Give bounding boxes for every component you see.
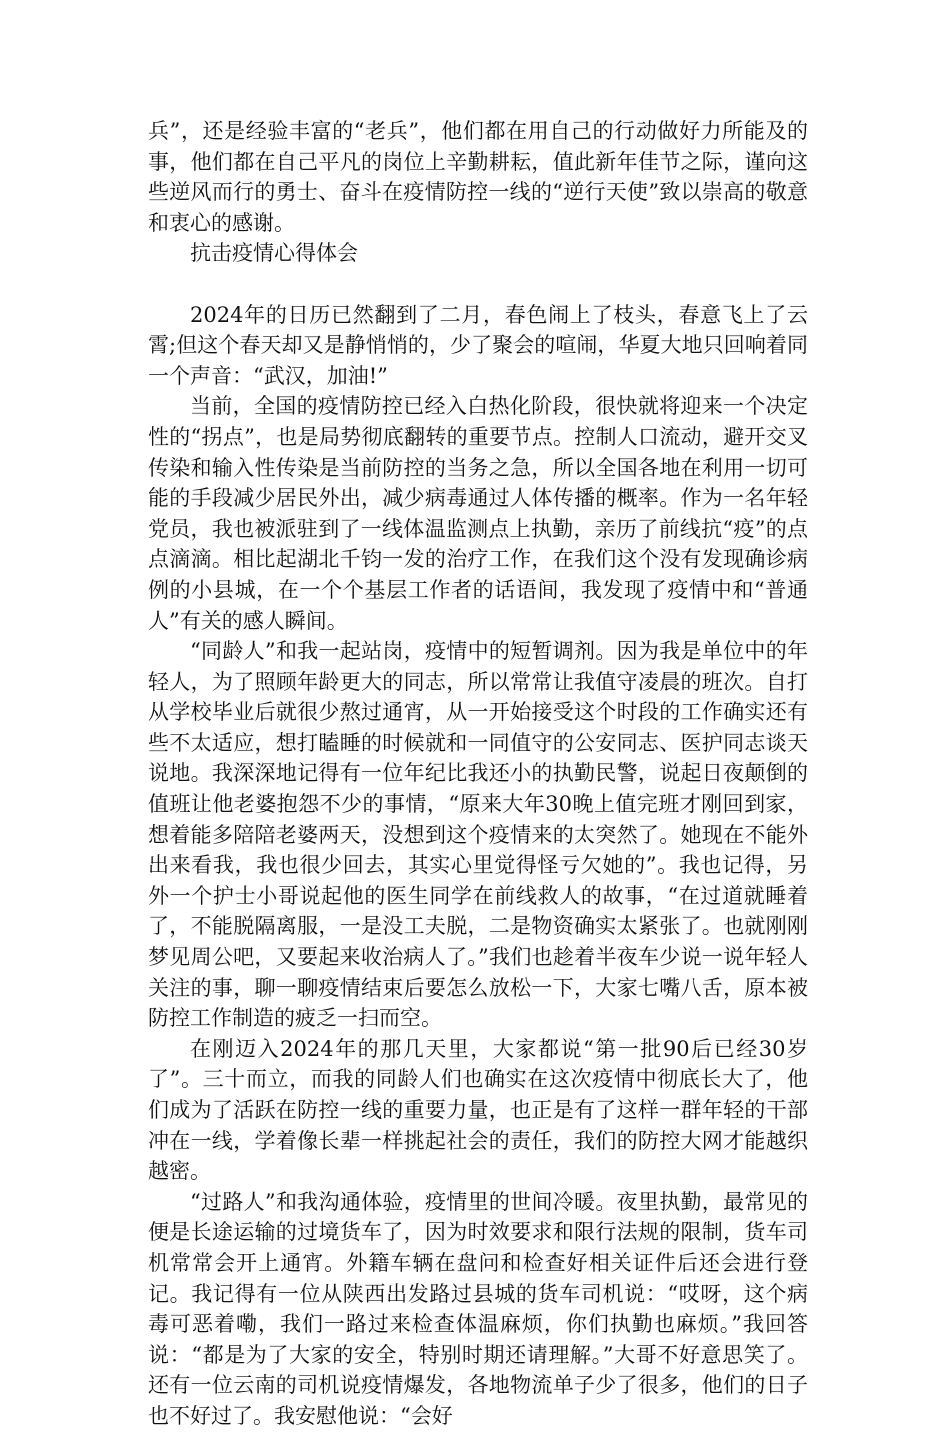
blank-line [148,269,808,300]
body-paragraph: 当前，全国的疫情防控已经入白热化阶段，很快就将迎来一个决定性的“拐点”，也是局势彻底翻转的重要节点。控制人口流动，避开交叉传染和输入性传染是当前防控的当务之急，所以全国各地在利用一切可能的手段减少居民外出，减少病毒通过人体传播的概率。作为一名年轻党员，我也被派驻到了一线体温监测点上执勤，亲历了前线抗“疫”的点点滴滴。相比起湖北千钧一发的治疗工作，在我们这个没有发现确诊病例的小县城，在一个个基层工作者的话语间，我发现了疫情中和“普通人”有关的感人瞬间。 [148,394,808,633]
intro-paragraph: 兵”，还是经验丰富的“老兵”，他们都在用自己的行动做好力所能及的事，他们都在自己平凡的岗位上辛勤耕耘，值此新年佳节之际，谨向这些逆风而行的勇士、奋斗在疫情防控一线的“逆行天使”致以崇高的敬意和衷心的感谢。 [148,119,808,235]
document-body [148,116,808,1432]
body-paragraph: 在刚迈入2024年的那几天里，大家都说“第一批90后已经30岁了”。三十而立，而我的同龄人们也确实在这次疫情中彻底长大了，他们成为了活跃在防控一线的重要力量，也正是有了这样一群年轻的干部冲在一线，学着像长辈一样挑起社会的责任，我们的防控大网才能越织越密。 [148,1036,808,1184]
body-paragraph: 2024年的日历已然翻到了二月，春色闹上了枝头，春意飞上了云霄;但这个春天却又是静悄悄的，少了聚会的喧闹，华夏大地只回响着同一个声音：“武汉，加油!” [148,302,808,388]
body-paragraph: “同龄人”和我一起站岗，疫情中的短暂调剂。因为我是单位中的年轻人，为了照顾年龄更大的同志，所以常常让我值守凌晨的班次。自打从学校毕业后就很少熬过通宵，从一开始接受这个时段的工作确实还有些不太适应，想打瞌睡的时候就和一同值守的公安同志、医护同志谈天说地。我深深地记得有一位年纪比我还小的执勤民警，说起日夜颠倒的值班让他老婆抱怨不少的事情，“原来大年30晚上值完班才刚回到家，想着能多陪陪老婆两天，没想到这个疫情来的太突然了。她现在不能外出来看我，我也很少回去，其实心里觉得怪亏欠她的”。我也记得，另外一个护士小哥说起他的医生同学在前线救人的故事，“在过道就睡着了，不能脱隔离服，一是没工夫脱，二是物资确实太紧张了。也就刚刚梦见周公吧，又要起来收治病人了。”我们也趁着半夜车少说一说年轻人关注的事，聊一聊疫情结束后要怎么放松一下，大家七嘴八舌，原本被防控工作制造的疲乏一扫而空。 [148,639,808,1031]
section-title: 抗击疫情心得体会 [190,241,358,266]
body-paragraph: “过路人”和我沟通体验，疫情里的世间冷暖。夜里执勤，最常见的便是长途运输的过境货车了，因为时效要求和限行法规的限制，货车司机常常会开上通宵。外籍车辆在盘问和检查好相关证件后还会进行登记。我记得有一位从陕西出发路过县城的货车司机说：“哎呀，这个病毒可恶着嘞，我们一路过来检查体温麻烦，你们执勤也麻烦。”我回答说：“都是为了大家的安全，特别时期还请理解。”大哥不好意思笑了。还有一位云南的司机说疫情爆发，各地物流单子少了很多，他们的日子也不好过了。我安慰他说：“会好 [148,1189,808,1428]
